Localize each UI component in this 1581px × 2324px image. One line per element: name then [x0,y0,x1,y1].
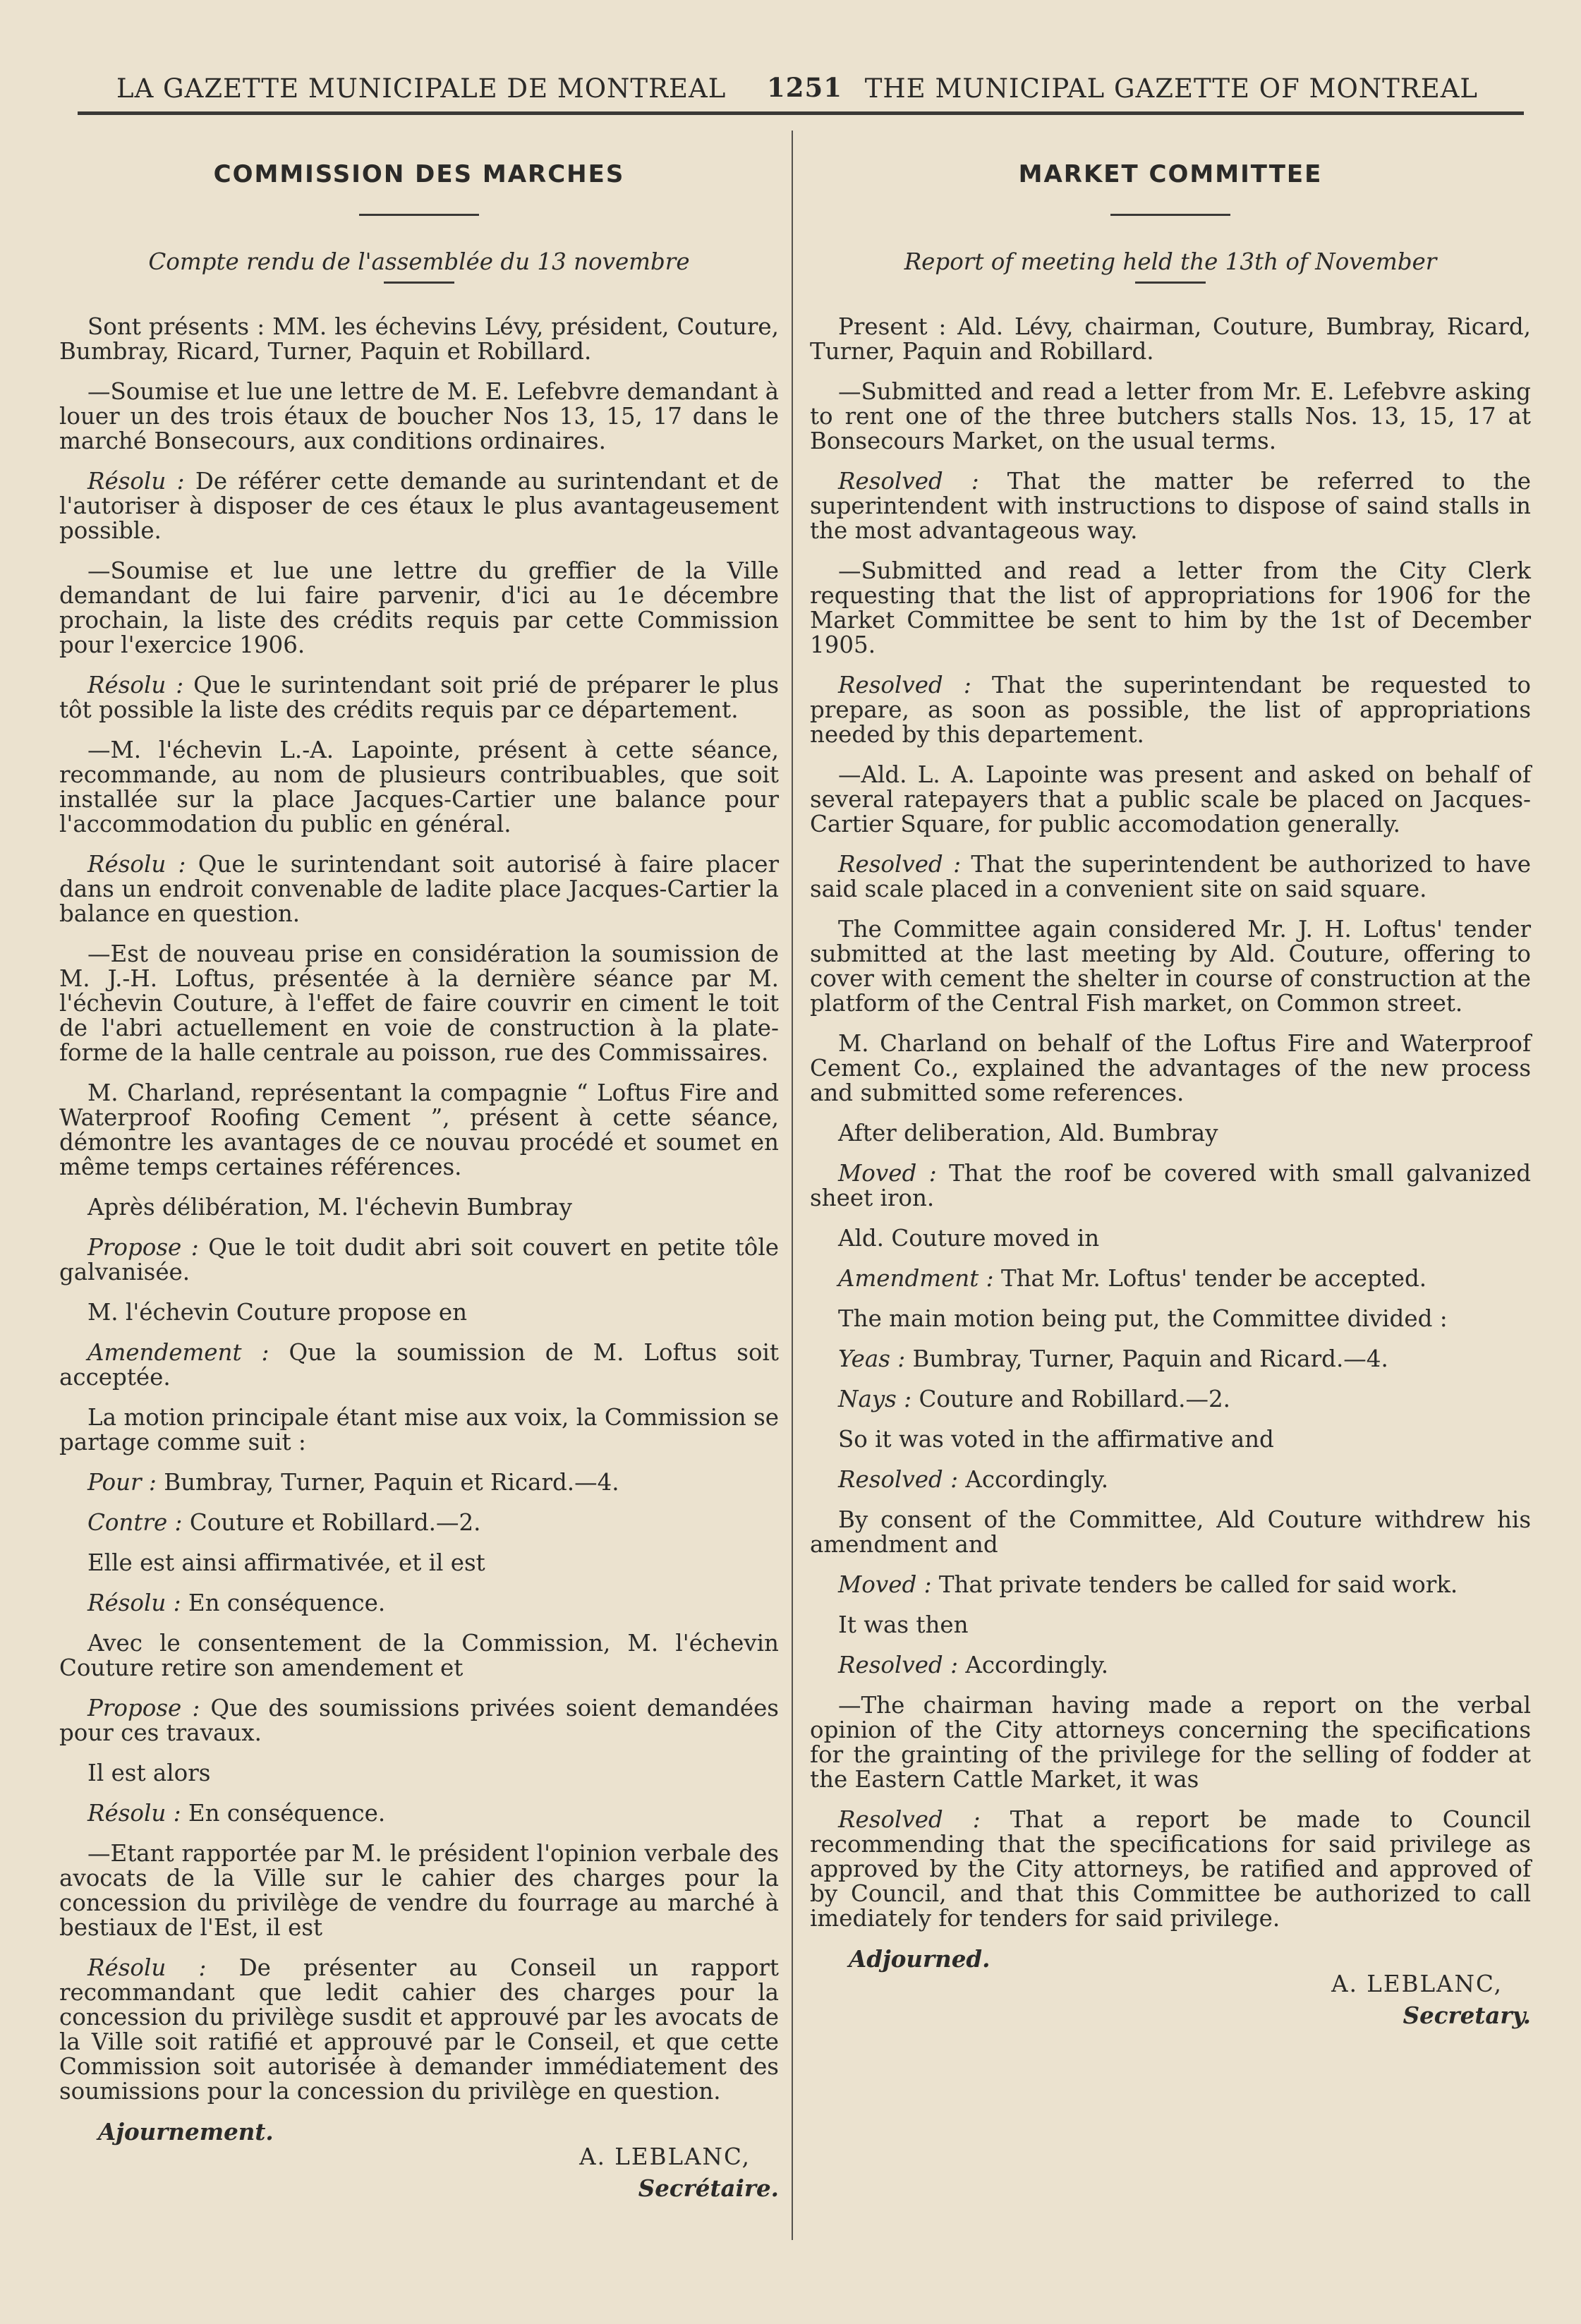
resolution-paragraph [810,1808,1531,1931]
vote-label: Nays : [838,1386,912,1412]
resolution-label: Resolved : [838,1652,959,1678]
french-column [59,162,779,2218]
motion-text: That the roof be covered with small galvanized sheet iron. [810,1160,1531,1211]
vote-text: Bumbray, Turner, Paquin et Ricard.—4. [164,1469,619,1496]
paragraph: —Etant rapportée par M. le président l'opinion verbale des avocats de la Ville sur le cahier des charges pour la concession du privilège de vendre du fourrage au marché à bestiaux de l'Est, il est [59,1840,779,1941]
paragraph: Avec le consentement de la Commission, M. l'échevin Couture retire son amendement et [59,1630,779,1681]
resolution-paragraph [810,469,1531,543]
signer-name-en: A. LEBLANC, [1331,1971,1503,1997]
paragraph: —M. l'échevin L.-A. Lapointe, présent à cette séance, recommande, au nom de plusieurs contribuables, que soit installée sur la place Jacques-Cartier une balance pour l'accommodation du public en général. [59,737,779,837]
header-rule [78,111,1524,115]
paragraph: Ald. Couture moved in [838,1225,1100,1252]
resolution-text: That the superintendant be requested to prepare, as soon as possible, the list of appropriations needed by this departement. [810,672,1531,748]
running-header [106,68,1478,110]
paragraph: —Submitted and read a letter from Mr. E. Lefebvre asking to rent one of the three butchers stalls Nos. 13, 15, 17 at Bonsecours Market, on the usual terms. [810,378,1531,454]
resolution-label: Résolu : [87,851,186,878]
motion-text: That private tenders be called for said work. [938,1571,1458,1598]
paragraph: Sont présents : MM. les échevins Lévy, président, Couture, Bumbray, Ricard, Turner, Paquin et Robillard. [59,313,779,365]
motion-label: Propose : [87,1234,199,1261]
resolution-paragraph [59,1801,779,1826]
vote-paragraph [810,1387,1531,1412]
subtitle-en: Report of meeting held the 13th of November [904,248,1437,275]
resolution-paragraph [59,852,779,926]
paragraph: —Est de nouveau prise en considération la soumission de M. J.-H. Loftus, présentée à la dernière séance par M. l'échevin Couture, à l'effet de faire couvrir en ciment le toit de l'abri actuellement en voie de construction à la plate-forme de la halle centrale au poisson, rue des Commissaires. [59,940,779,1066]
subtitle-fr: Compte rendu de l'assemblée du 13 novembre [148,248,690,275]
resolution-text: En conséquence. [188,1590,386,1616]
resolution-text: De présenter au Conseil un rapport recommandant que ledit cahier des charges pour la concession du privilège susdit et approuvé par les avocats de la Ville soit ratifié et approuvé par le Conseil, et que cette Commission soit autorisée à demander immédiatement des soumissions pour la concession du privilège en question. [59,1954,779,2105]
resolution-text: That the matter be referred to the superintendent with instructions to dispose of saind stalls in the most advantageous way. [810,468,1531,544]
paragraph: By consent of the Committee, Ald Couture withdrew his amendment and [810,1506,1531,1558]
resolution-text: Accordingly. [965,1652,1109,1678]
amendment-paragraph [59,1340,779,1390]
resolution-text: En conséquence. [188,1800,386,1827]
vote-text: Couture et Robillard.—2. [189,1509,481,1536]
resolution-paragraph [810,1653,1531,1678]
paragraph: M. Charland on behalf of the Loftus Fire and Waterproof Cement Co., explained the advantages of the new process and submitted some references. [810,1030,1531,1106]
title-rule-en [1110,214,1230,216]
resolution-text: That the superintendent be authorized to have said scale placed in a convenient site on said square. [810,851,1531,902]
vote-label: Yeas : [838,1345,906,1372]
vote-paragraph [59,1511,779,1535]
resolution-label: Resolved : [838,851,962,878]
english-column [810,162,1531,2045]
paragraph: Elle est ainsi affirmativée, et il est [87,1549,485,1576]
paragraph: La motion principale étant mise aux voix, la Commission se partage comme suit : [59,1404,779,1455]
motion-paragraph [810,1573,1531,1597]
resolution-paragraph [810,1467,1531,1492]
paragraph: So it was voted in the affirmative and [838,1426,1274,1453]
paragraph: Il est alors [87,1760,211,1786]
signer-name-fr: A. LEBLANC, [579,2143,751,2170]
resolution-text: Que le surintendant soit prié de préparer le plus tôt possible la liste des crédits requis par ce département. [59,672,779,723]
paragraph: Present : Ald. Lévy, chairman, Couture, Bumbray, Ricard, Turner, Paquin and Robillard. [810,313,1531,365]
amendment-paragraph [810,1266,1531,1291]
paragraph: M. l'échevin Couture propose en [87,1299,468,1326]
vote-text: Couture and Robillard.—2. [919,1386,1230,1412]
vote-paragraph [810,1347,1531,1372]
motion-label: Moved : [838,1160,937,1187]
section-title-fr: COMMISSION DES MARCHES [213,160,625,188]
resolution-label: Resolved : [838,1466,959,1493]
resolution-label: Résolu : [87,672,184,698]
section-title-en: MARKET COMMITTEE [1018,160,1323,188]
signature-block-fr [59,2119,779,2218]
vote-label: Contre : [87,1509,183,1536]
amendment-label: Amendment : [838,1265,994,1292]
subtitle-rule-en [1135,282,1206,284]
amendment-label: Amendement : [87,1339,269,1366]
resolution-paragraph [810,673,1531,747]
motion-text: Que le toit dudit abri soit couvert en petite tôle galvanisée. [59,1234,779,1285]
motion-paragraph [59,1235,779,1285]
title-rule-fr [359,214,479,216]
paragraph: M. Charland, représentant la compagnie “ Loftus Fire and Waterproof Roofing Cement ”, présent à cette séance, démontre les avantages de ce nouvau procédé et soumet en même temps certaines références. [59,1079,779,1180]
resolution-paragraph [59,1591,779,1616]
resolution-paragraph [59,673,779,722]
resolution-label: Résolu : [87,468,185,495]
paragraph: The main motion being put, the Committee divided : [838,1305,1448,1332]
paragraph: After deliberation, Ald. Bumbray [838,1120,1218,1146]
adjournment-en: Adjourned. [849,1945,991,1973]
resolution-paragraph [59,469,779,543]
signature-block-en [810,1947,1531,2045]
signer-role-fr: Secrétaire. [638,2174,779,2202]
vote-text: Bumbray, Turner, Paquin and Ricard.—4. [912,1345,1388,1372]
motion-label: Propose : [87,1695,200,1721]
paragraph: —Soumise et lue une lettre de M. E. Lefebvre demandant à louer un des trois étaux de boucher Nos 13, 15, 17 dans le marché Bonsecours, aux conditions ordinaires. [59,378,779,454]
paragraph: —Submitted and read a letter from the City Clerk requesting that the list of appropriations for 1906 for the Market Committee be sent to him by the 1st of December 1905. [810,557,1531,658]
amendment-text: Que la soumission de M. Loftus soit acceptée. [59,1339,779,1391]
motion-paragraph [59,1696,779,1745]
resolution-paragraph [59,1956,779,2104]
paragraph: —The chairman having made a report on the verbal opinion of the City attorneys concerning the specifications for the grainting of the privilege for the selling of fodder at the Eastern Cattle Market, it was [810,1692,1531,1793]
paragraph: It was then [838,1611,969,1638]
column-divider [792,131,793,2240]
vote-paragraph [59,1470,779,1495]
resolution-label: Resolved : [838,1806,981,1833]
paragraph: —Soumise et lue une lettre du greffier de la Ville demandant de lui faire parvenir, d'ici au 1e décembre prochain, la liste des crédits requis par cette Commission pour l'exercice 1906. [59,557,779,658]
adjournment-fr: Ajournement. [98,2118,274,2146]
resolution-text: That a report be made to Council recommending that the specifications for said privilege as approved by the City attorneys, be ratified and approved of by Council, and that this Committee be authorized to call imediately for tenders for said privilege. [810,1806,1531,1932]
header-title-fr: LA GAZETTE MUNICIPALE DE MONTREAL [116,73,727,104]
resolution-label: Resolved : [838,672,971,698]
resolution-text: Accordingly. [965,1466,1109,1493]
amendment-text: That Mr. Loftus' tender be accepted. [1000,1265,1427,1292]
resolution-text: De référer cette demande au surintendant et de l'autoriser à disposer de ces étaux le plus avantageusement possible. [59,468,779,544]
resolution-label: Résolu : [87,1590,181,1616]
resolution-label: Resolved : [838,468,979,495]
resolution-label: Résolu : [87,1800,181,1827]
paragraph: The Committee again considered Mr. J. H. Loftus' tender submitted at the last meeting by Ald. Couture, offering to cover with cement the shelter in course of construction at the platform of the Central Fish market, on Common street. [810,916,1531,1017]
header-title-en: THE MUNICIPAL GAZETTE OF MONTREAL [864,73,1478,104]
subtitle-rule-fr [384,282,454,284]
motion-text: Que des soumissions privées soient demandées pour ces travaux. [59,1695,779,1746]
vote-label: Pour : [87,1469,157,1496]
resolution-paragraph [810,852,1531,902]
page-number: 1251 [767,72,842,103]
motion-label: Moved : [838,1571,932,1598]
paragraph: Après délibération, M. l'échevin Bumbray [87,1194,573,1221]
resolution-label: Résolu : [87,1954,207,1981]
signer-role-en: Secretary. [1403,2002,1531,2029]
paragraph: —Ald. L. A. Lapointe was present and asked on behalf of several ratepayers that a public scale be placed on Jacques-Cartier Square, for public accomodation generally. [810,761,1531,837]
motion-paragraph [810,1161,1531,1211]
resolution-text: Que le surintendant soit autorisé à faire placer dans un endroit convenable de ladite place Jacques-Cartier la balance en question. [59,851,779,927]
